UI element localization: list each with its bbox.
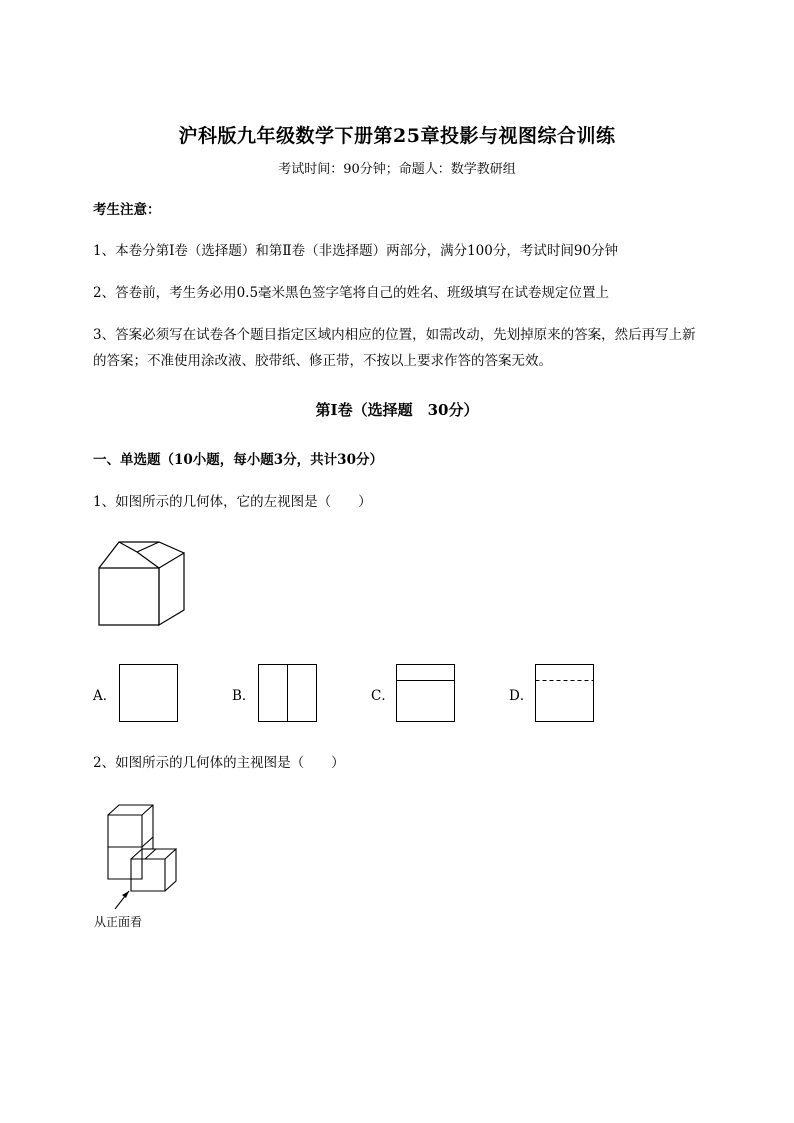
notice-item-3: 3、答案必须写在试卷各个题目指定区域内相应的位置，如需改动，先划掉原来的答案，然后再写上新 xyxy=(93,327,696,343)
cube-with-cut-icon xyxy=(99,540,189,630)
notice-heading: 考生注意： xyxy=(93,202,161,218)
page-title: 沪科版九年级数学下册第25章投影与视图综合训练 xyxy=(178,125,616,147)
option-b-square[interactable] xyxy=(258,664,318,724)
question-1-stem: 1、如图所示的几何体，它的左视图是（ ） xyxy=(93,494,372,510)
section-title: 第I卷（选择题 30分） xyxy=(315,401,479,419)
option-b-label[interactable]: B． xyxy=(232,688,256,704)
notice-item-3-cont: 的答案；不准使用涂改液、胶带纸、修正带，不按以上要求作答的答案无效。 xyxy=(93,353,552,369)
notice-item-1: 1、本卷分第I卷（选择题）和第Ⅱ卷（非选择题）两部分，满分100分，考试时间90分钟 xyxy=(93,243,619,259)
option-d-label[interactable]: D． xyxy=(509,688,534,704)
notice-item-2: 2、答卷前，考生务必用0.5毫米黑色签字笔将自己的姓名、班级填写在试卷规定位置上 xyxy=(93,285,610,301)
option-c-label[interactable]: C． xyxy=(371,688,395,704)
part-title: 一、单选题（10小题，每小题3分，共计30分） xyxy=(93,452,383,468)
figure-caption: 从正面看 xyxy=(94,915,143,929)
stacked-cubes-icon xyxy=(105,803,195,913)
option-a-label[interactable]: A． xyxy=(93,688,117,704)
question-2-stem: 2、如图所示的几何体的主视图是（ ） xyxy=(93,755,345,771)
option-d-square[interactable] xyxy=(535,664,595,724)
option-c-square[interactable] xyxy=(396,664,456,724)
option-a-square[interactable] xyxy=(119,664,179,724)
exam-info: 考试时间：90分钟；命题人：数学教研组 xyxy=(278,162,516,177)
